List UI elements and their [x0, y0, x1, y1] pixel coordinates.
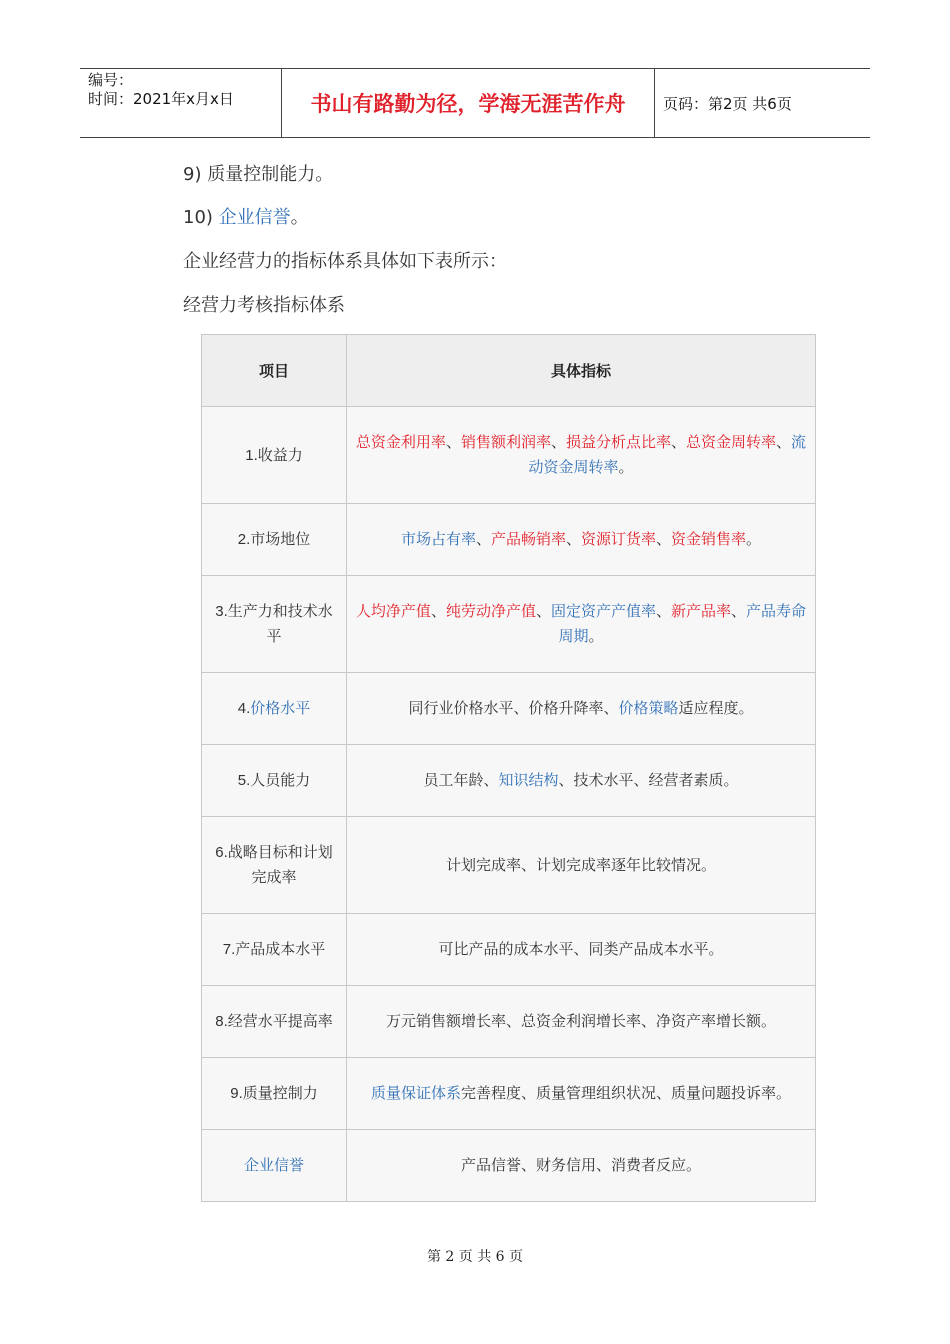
spec-text: 产品信誉、财务信用、消费者反应。	[460, 1156, 701, 1174]
list-item-10-suffix: 。	[290, 207, 309, 228]
spec-link[interactable]: 固定资产产值率	[550, 602, 656, 620]
spec-text: 、	[430, 602, 446, 620]
list-item-9: 9) 质量控制能力。	[183, 164, 334, 185]
row-item-cell	[202, 1130, 347, 1202]
document-date-label: 时间：2021年x月x日	[88, 90, 234, 108]
spec-link[interactable]: 资源订货率	[581, 530, 657, 548]
spec-text: 可比产品的成本水平、同类产品成本水平。	[438, 940, 724, 958]
enterprise-reputation-link[interactable]: 企业信誉	[218, 207, 291, 228]
spec-text: 、	[535, 602, 551, 620]
header-meta	[88, 71, 280, 109]
spec-text: 完善程度、质量管理组织状况、质量问题投诉率。	[461, 1084, 792, 1102]
spec-link[interactable]: 总资金周转率	[686, 433, 777, 451]
row-item-cell	[202, 407, 347, 504]
table-row	[202, 914, 816, 986]
spec-text: 、	[776, 433, 792, 451]
row-spec-cell	[347, 1130, 816, 1202]
row-item-cell	[202, 504, 347, 576]
table-row	[202, 504, 816, 576]
spec-text: 。	[618, 458, 634, 476]
table-caption: 经营力考核指标体系	[183, 295, 345, 316]
page-footer: 第 2 页 共 6 页	[426, 1249, 524, 1265]
row-spec-cell	[347, 576, 816, 673]
table-row	[202, 986, 816, 1058]
spec-link[interactable]: 知识结构	[498, 771, 559, 789]
header-page-number: 页码：第2页 共6页	[663, 94, 792, 113]
row-spec-cell	[347, 914, 816, 986]
row-spec-cell	[347, 817, 816, 914]
spec-link[interactable]: 产品寿命周期	[558, 602, 807, 645]
row-item-cell	[202, 745, 347, 817]
row-spec-cell	[347, 504, 816, 576]
row-spec-cell	[347, 986, 816, 1058]
intro-paragraph: 企业经营力的指标体系具体如下表所示：	[183, 251, 507, 272]
spec-link[interactable]: 资金销售率	[671, 530, 747, 548]
item-text: 3.生产力和技术水平	[215, 603, 333, 645]
spec-link[interactable]: 质量保证体系	[370, 1084, 461, 1102]
spec-link[interactable]: 流动资金周转率	[528, 433, 807, 476]
header-motto: 书山有路勤为径，学海无涯苦作舟	[281, 69, 655, 137]
column-header-spec: 具体指标	[347, 335, 816, 407]
item-text: 8.经营水平提高率	[215, 1013, 333, 1030]
item-text: 1.收益力	[245, 446, 303, 464]
table-row	[202, 745, 816, 817]
spec-text: 、	[671, 433, 687, 451]
row-spec-cell	[347, 745, 816, 817]
row-item-cell	[202, 914, 347, 986]
spec-text: 。	[746, 530, 762, 548]
spec-text: 、	[565, 530, 581, 548]
spec-text: 、技术水平、经营者素质。	[558, 771, 739, 789]
item-text: 5.人员能力	[237, 772, 311, 789]
table-row	[202, 576, 816, 673]
table-row	[202, 1058, 816, 1130]
column-header-item: 项目	[202, 335, 347, 407]
spec-link[interactable]: 纯劳动净产值	[445, 602, 536, 620]
spec-link[interactable]: 价格策略	[618, 699, 679, 717]
row-item-cell	[202, 576, 347, 673]
spec-text: 员工年龄、	[423, 771, 499, 789]
spec-text: 、	[445, 433, 461, 451]
table-body	[202, 407, 816, 1202]
item-text: 2.市场地位	[237, 531, 311, 548]
spec-text: 、	[475, 530, 491, 548]
row-item-cell	[202, 1058, 347, 1130]
spec-link[interactable]: 人均净产值	[355, 602, 431, 620]
table-header-row	[202, 335, 816, 407]
list-item-10	[183, 203, 309, 229]
item-text: 4.	[237, 700, 251, 717]
list-item-10-prefix: 10)	[183, 207, 219, 228]
table-row	[202, 817, 816, 914]
row-spec-cell	[347, 1058, 816, 1130]
table-row	[202, 673, 816, 745]
page-header	[80, 68, 870, 138]
row-item-cell	[202, 673, 347, 745]
table-row	[202, 1130, 816, 1202]
spec-link[interactable]: 产品畅销率	[490, 530, 566, 548]
item-text: 9.质量控制力	[230, 1085, 318, 1102]
item-link[interactable]: 价格水平	[250, 700, 311, 717]
spec-text: 同行业价格水平、价格升降率、	[408, 699, 619, 717]
spec-text: 、	[656, 602, 672, 620]
spec-text: 、	[550, 433, 566, 451]
spec-link[interactable]: 新产品率	[671, 602, 732, 620]
item-link[interactable]: 企业信誉	[243, 1157, 304, 1174]
row-item-cell	[202, 986, 347, 1058]
row-spec-cell	[347, 407, 816, 504]
spec-text: 、	[656, 530, 672, 548]
document-number-label: 编号：	[88, 71, 134, 89]
indicator-table	[201, 334, 815, 1202]
row-spec-cell	[347, 673, 816, 745]
spec-link[interactable]: 销售额利润率	[460, 433, 551, 451]
spec-link[interactable]: 总资金利用率	[355, 433, 446, 451]
item-text: 7.产品成本水平	[222, 941, 326, 958]
spec-link[interactable]: 市场占有率	[400, 530, 476, 548]
table-row	[202, 407, 816, 504]
spec-link[interactable]: 损益分析点比率	[565, 433, 671, 451]
item-text: 6.战略目标和计划完成率	[215, 844, 333, 886]
spec-text: 适应程度。	[678, 699, 754, 717]
spec-text: 计划完成率、计划完成率逐年比较情况。	[445, 855, 716, 874]
row-item-cell	[202, 817, 347, 914]
spec-text: 万元销售额增长率、总资金利润增长率、净资产率增长额。	[385, 1012, 776, 1030]
spec-text: 。	[588, 627, 604, 645]
spec-text: 、	[731, 602, 747, 620]
